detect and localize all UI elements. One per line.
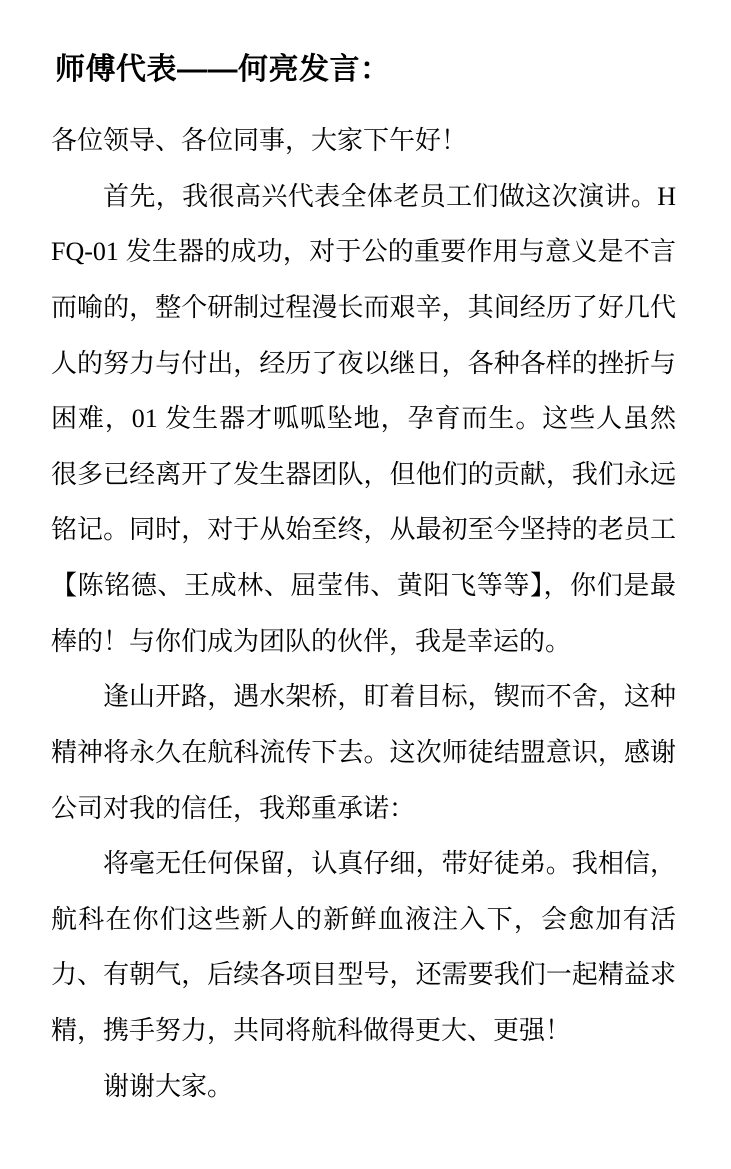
document-title: 师傅代表——何亮发言：: [55, 53, 391, 86]
paragraph-body-2: 逢山开路，遇水架桥，盯着目标，锲而不舍，这种精神将永久在航科流传下去。这次师徒结盟意识，感谢公司对我的信任，我郑重承诺：: [51, 682, 676, 823]
paragraph-body-1: 首先，我很高兴代表全体老员工们做这次演讲。HFQ-01 发生器的成功，对于公的重要作用与意义是不言而喻的，整个研制过程漫长而艰辛，其间经历了好几代人的努力与付出，经历了夜以继日，各种各样的挫折与困难，01 发生器才呱呱坠地，孕育而生。这些人虽然很多已经离开了发生器团队，但他们的贡献，我们永远铭记。同时，对于从始至终，从最初至今坚持的老员工【陈铭德、王成林、屈莹伟、黄阳飞等等】，你们是最棒的！与你们成为团队的伙伴，我是幸运的。: [51, 181, 676, 656]
paragraph-greeting: 各位领导、各位同事，大家下午好！: [51, 126, 468, 155]
paragraph-closing: 谢谢大家。: [103, 1071, 234, 1101]
paragraph-body-3: 将毫无任何保留，认真仔细，带好徒弟。我相信，航科在你们这些新人的新鲜血液注入下，会愈加有活力、有朝气，后续各项目型号，还需要我们一起精益求精，携手努力，共同将航科做得更大、更强！: [51, 849, 676, 1045]
